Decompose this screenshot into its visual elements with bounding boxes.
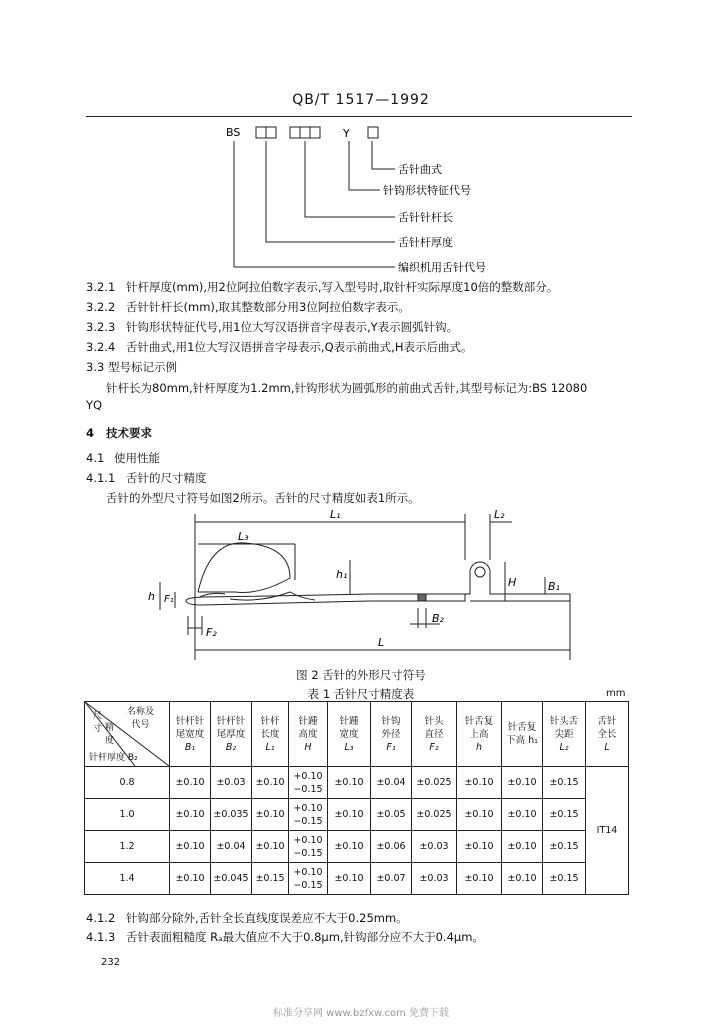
section-text: 舌针针杆长(mm),取其整数部分用3位阿拉伯数字表示。 — [126, 300, 410, 314]
model-label-hook: 针钩形状特征代号 — [383, 184, 471, 197]
cell: ±0.10 — [502, 767, 543, 799]
example-line-2: YQ — [86, 398, 103, 412]
cell: ±0.15 — [543, 799, 586, 831]
section-number: 3.2.1 — [86, 280, 116, 294]
cell: ±0.04 — [371, 767, 412, 799]
section-4 — [86, 425, 152, 441]
cell: ±0.10 — [328, 863, 371, 895]
section-text: 针钩形状特征代号,用1位大写汉语拼音字母表示,Y表示圆弧针钩。 — [126, 320, 459, 334]
section-text: 针杆厚度(mm),用2位阿拉伯数字表示,写入型号时,取针杆实际厚度10倍的整数部分。 — [126, 280, 559, 294]
cell: ±0.06 — [371, 831, 412, 863]
section-number: 4.1.2 — [86, 911, 116, 925]
cell: ±0.10 — [252, 799, 289, 831]
cell: +0.10 −0.15 — [289, 767, 328, 799]
cell: ±0.10 — [170, 863, 211, 895]
example-line-1: 针杆长为80mm,针杆厚度为1.2mm,针钩形状为圆弧形的前曲式舌针,其型号标记为:BS 12080 — [106, 381, 588, 395]
row-thickness: 1.2 — [85, 831, 170, 863]
cell: ±0.07 — [371, 863, 412, 895]
col-header: 针杆 长度 L₁ — [252, 702, 289, 767]
header-rule — [86, 116, 632, 117]
dim-label-L2: L₂ — [494, 508, 505, 521]
model-label-length: 舌针针杆长 — [398, 211, 453, 224]
cell: +0.10 −0.15 — [289, 863, 328, 895]
section-3-2-2 — [86, 299, 410, 315]
cell: ±0.10 — [252, 831, 289, 863]
model-prefix-bs: BS — [226, 126, 241, 139]
cell: ±0.10 — [502, 863, 543, 895]
section-3-2-3 — [86, 319, 458, 335]
cell: ±0.10 — [328, 799, 371, 831]
cell: ±0.045 — [211, 863, 252, 895]
col-header: 针踵 高度 H — [289, 702, 328, 767]
cell: ±0.025 — [412, 799, 457, 831]
dim-label-F2: F₂ — [206, 626, 217, 639]
section-number: 3.2.3 — [86, 320, 116, 334]
cell: ±0.10 — [170, 831, 211, 863]
section-title: 使用性能 — [114, 451, 160, 465]
section-number: 3.3 — [86, 360, 105, 374]
dim-label-h: h — [148, 590, 155, 603]
cell: ±0.05 — [371, 799, 412, 831]
section-title: 技术要求 — [106, 426, 152, 440]
cell: ±0.10 — [457, 831, 502, 863]
section-number: 4.1.3 — [86, 930, 116, 944]
cell: ±0.03 — [412, 831, 457, 863]
corner-size: 尺 寸 — [93, 711, 103, 734]
total-length-tolerance: IT14 — [586, 767, 629, 895]
model-y: Y — [343, 127, 350, 140]
model-label-curve: 舌针曲式 — [398, 163, 442, 176]
figure-intro: 舌针的外型尺寸符号如图2所示。舌针的尺寸精度如表1所示。 — [106, 491, 420, 505]
section-4-1-1 — [86, 470, 207, 486]
col-header: 针舌复 上高 h — [457, 702, 502, 767]
cell: ±0.03 — [211, 767, 252, 799]
dim-label-L: L — [378, 636, 385, 649]
col-header: 针杆针 尾宽度 B₁ — [170, 702, 211, 767]
cell: ±0.10 — [457, 863, 502, 895]
dim-label-L3: L₃ — [238, 530, 249, 543]
section-number: 4 — [86, 426, 95, 440]
cell: ±0.15 — [252, 863, 289, 895]
section-text: 舌针表面粗糙度 Rₐ最大值应不大于0.8μm,针钩部分应不大于0.4μm。 — [126, 930, 484, 944]
corner-name: 名称及 代号 — [127, 707, 155, 730]
dim-label-B1: B₁ — [548, 580, 560, 593]
table-corner-cell — [85, 702, 170, 767]
section-3-3 — [86, 359, 177, 375]
model-label-thickness: 舌针杆厚度 — [398, 236, 453, 249]
cell: ±0.10 — [328, 831, 371, 863]
needle-hook — [186, 597, 202, 605]
dim-label-h1: h₁ — [336, 568, 348, 581]
section-number: 3.2.2 — [86, 300, 116, 314]
cell: ±0.025 — [412, 767, 457, 799]
cell: ±0.15 — [543, 831, 586, 863]
corner-precision: 精 度 — [105, 723, 115, 746]
cell: ±0.10 — [252, 767, 289, 799]
row-thickness: 1.0 — [85, 799, 170, 831]
page-number: 232 — [101, 957, 121, 968]
section-3-2-1 — [86, 279, 558, 295]
col-header: 针舌复 下高 h₁ — [502, 702, 543, 767]
table-row — [85, 799, 629, 831]
section-title: 舌针的尺寸精度 — [126, 471, 207, 485]
cell: ±0.10 — [328, 767, 371, 799]
col-header: 针钩 外径 F₁ — [371, 702, 412, 767]
needle-latch — [198, 543, 290, 593]
cell: ±0.15 — [543, 767, 586, 799]
section-text: 型号标记示例 — [108, 360, 177, 374]
section-number: 4.1 — [86, 451, 105, 465]
cell: +0.10 −0.15 — [289, 799, 328, 831]
col-header: 针头 直径 F₂ — [412, 702, 457, 767]
cell: ±0.10 — [170, 767, 211, 799]
cell: ±0.04 — [211, 831, 252, 863]
table-row — [85, 767, 629, 799]
cell: ±0.03 — [412, 863, 457, 895]
col-header: 针杆针 尾厚度 B₂ — [211, 702, 252, 767]
cell: +0.10 −0.15 — [289, 831, 328, 863]
section-4-1-2 — [86, 910, 408, 926]
dim-label-H: H — [508, 576, 517, 589]
section-number: 3.2.4 — [86, 340, 116, 354]
col-header: 针踵 宽度 L₃ — [328, 702, 371, 767]
table-row — [85, 863, 629, 895]
section-number: 4.1.1 — [86, 471, 116, 485]
col-header: 针头舌 尖距 L₂ — [543, 702, 586, 767]
section-4-1 — [86, 450, 160, 466]
section-text: 舌针曲式,用1位大写汉语拼音字母表示,Q表示前曲式,H表示后曲式。 — [126, 340, 473, 354]
table-row — [85, 831, 629, 863]
table-header-row — [85, 702, 629, 767]
cell: ±0.10 — [170, 799, 211, 831]
table-unit: mm — [606, 688, 626, 699]
header-code: QB/T 1517—1992 — [292, 92, 430, 108]
table-caption: 表 1 舌针尺寸精度表 — [307, 687, 415, 701]
row-thickness: 0.8 — [85, 767, 170, 799]
model-label-needle-code: 编织机用舌针代号 — [398, 261, 486, 274]
section-3-2-4 — [86, 339, 472, 355]
figure-caption: 图 2 舌针的外形尺寸符号 — [296, 668, 426, 682]
cell: ±0.15 — [543, 863, 586, 895]
footer-watermark: 标准分享网 www.bzfxw.com 免费下载 — [273, 1008, 449, 1019]
needle-figure — [140, 500, 590, 670]
dim-label-L1: L₁ — [330, 508, 341, 521]
dim-label-F1: F₁ — [164, 594, 174, 605]
col-header: 舌针 全长 L — [586, 702, 629, 767]
model-code-diagram — [220, 124, 520, 274]
section-text: 针钩部分除外,舌针全长直线度误差应不大于0.25mm。 — [126, 911, 408, 925]
cell: ±0.035 — [211, 799, 252, 831]
row-thickness: 1.4 — [85, 863, 170, 895]
dim-label-B2: B₂ — [432, 612, 444, 625]
cell: ±0.10 — [502, 799, 543, 831]
cell: ±0.10 — [502, 831, 543, 863]
corner-thickness: 针杆厚度 B₂ — [89, 753, 138, 763]
cell: ±0.10 — [457, 799, 502, 831]
cell: ±0.10 — [457, 767, 502, 799]
precision-table — [84, 701, 629, 895]
section-4-1-3 — [86, 929, 484, 945]
